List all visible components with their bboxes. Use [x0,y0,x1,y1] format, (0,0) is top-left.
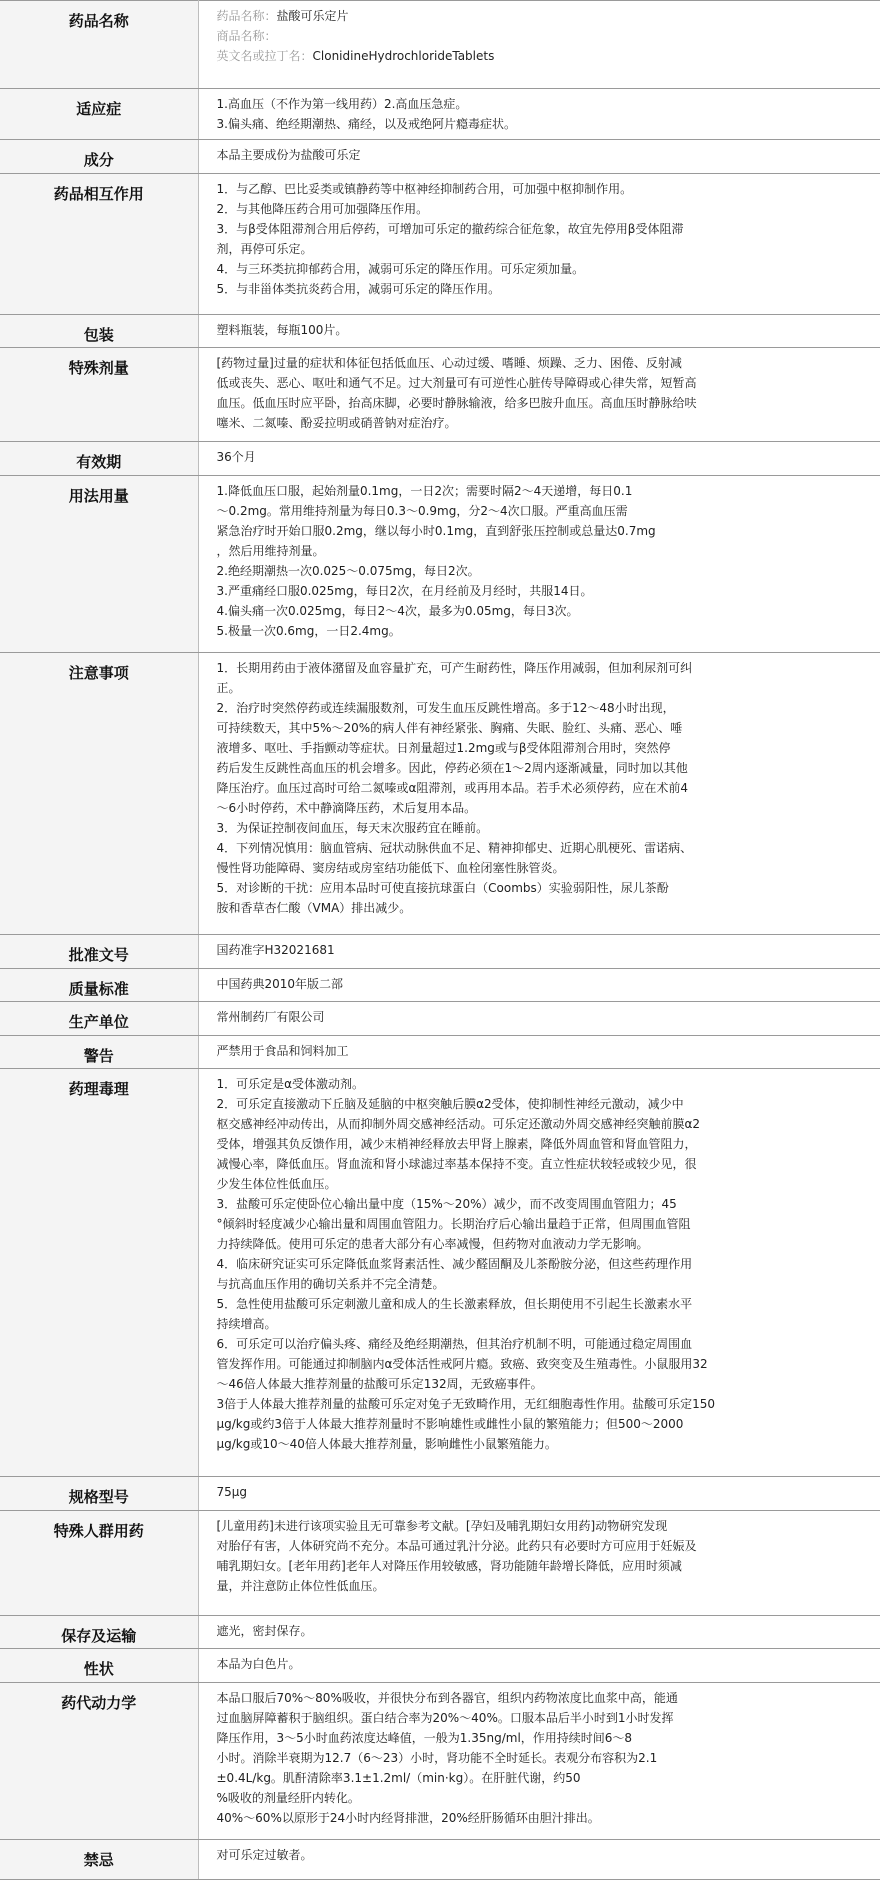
row-value [198,653,880,935]
value-line: 4.偏头痛一次0.025mg，每日2～4次，最多为0.05mg，每日3次。 [216,603,579,618]
row-label: 规格型号 [0,1477,198,1511]
value-line: 少发生体位性低血压。 [216,1177,337,1192]
info-row [0,1649,880,1683]
value-line: 管发挥作用。可能通过抑制脑内α受体活性戒阿片瘾。致癌、致突变及生殖毒性。小鼠服用32 [216,1357,708,1372]
row-value [198,475,880,652]
info-row [0,442,880,476]
value-line: 与抗高血压作用的确切关系并不完全清楚。 [216,1277,445,1292]
value-line: 可持续数天，其中5%～20%的病人伴有神经紧张、胸痛、失眠、脸红、头痛、恶心、唾 [216,721,683,736]
row-value [198,1615,880,1649]
row-value [198,89,880,140]
row-value [198,442,880,476]
value-line: 1．与乙醇、巴比妥类或镇静药等中枢神经抑制药合用，可加强中枢抑制作用。 [216,182,633,196]
row-label: 特殊剂量 [0,348,198,442]
value-line: 受体，增强其负反馈作用，减少末梢神经释放去甲肾上腺素，降低外周血管和肾血管阻力， [216,1137,697,1152]
value-line: 对胎仔有害，人体研究尚不充分。本品可通过乳汁分泌。此药只有必要时方可应用于妊娠及 [216,1538,697,1553]
value-line: ～46倍人体最大推荐剂量的盐酸可乐定132周，无致癌事件。 [216,1377,543,1392]
row-value [198,1649,880,1683]
info-row [0,1615,880,1649]
row-value [198,174,880,315]
row-value [198,140,880,174]
row-label: 注意事项 [0,653,198,935]
info-row [0,1002,880,1036]
value-line: 力持续降低。使用可乐定的患者大部分有心率减慢，但药物对血液动力学无影响。 [216,1237,649,1252]
row-label: 批准文号 [0,935,198,969]
value-line: 5．对诊断的干扰：应用本品时可使直接抗球蛋白（Coombs）实验弱阳性，尿儿茶酚 [216,881,669,896]
value-line: 过血脑屏障蓄积于脑组织。蛋白结合率为20%～40%。口服本品后半小时到1小时发挥 [216,1710,674,1725]
value-line: 常州制药厂有限公司 [216,1010,325,1025]
value-line: 降压治疗。血压过高时可给二氮嗪或α阻滞剂，或再用本品。若手术必须停药，应在术前4 [216,781,689,796]
value-line: 本品为白色片。 [216,1657,301,1672]
value-line: 3．与β受体阻滞剂合用后停药，可增加可乐定的撤药综合征危象，故宜先停用β受体阻滞 [216,222,684,236]
value-line: °倾斜时轻度减少心输出量和周围血管阻力。长期治疗后心输出量趋于正常，但周围血管阻 [216,1217,691,1232]
value-line: [药物过量]过量的症状和体征包括低血压、心动过缓、嗜睡、烦躁、乏力、困倦、反射减 [216,356,682,371]
row-label: 警告 [0,1035,198,1069]
row-label: 性状 [0,1649,198,1683]
value-line: 1.降低血压口服，起始剂量0.1mg，一日2次；需要时隔2～4天递增，每日0.1 [216,483,633,498]
value-line [217,6,873,26]
value-line: ±0.4L/kg。肌酐清除率3.1±1.2ml/（min·kg）。在肝脏代谢，约50 [216,1770,581,1785]
value-line: %吸收的剂量经肝内转化。 [216,1790,360,1805]
value-line: 5．与非甾体类抗炎药合用，减弱可乐定的降压作用。 [216,282,501,296]
value-line: 36个月 [216,450,256,465]
row-label: 药品相互作用 [0,174,198,315]
info-row [0,1069,880,1477]
info-row [0,140,880,174]
row-label: 包装 [0,314,198,348]
value-line: 小时。消除半衰期为12.7（6～23）小时，肾功能不全时延长。表观分布容积为2.1 [216,1750,658,1765]
row-value [198,1069,880,1477]
field-text: ClonidineHydrochlorideTablets [312,49,495,63]
info-row [0,1840,880,1880]
row-value [198,1682,880,1839]
info-row [0,1510,880,1615]
value-line: ～0.2mg。常用维持剂量为每日0.3～0.9mg，分2～4次口服。严重高血压需 [216,503,628,518]
value-line: 1.高血压（不作为第一线用药）2.高血压急症。 [216,97,468,112]
info-row [0,968,880,1002]
row-value [198,1510,880,1615]
row-label: 成分 [0,140,198,174]
row-label: 特殊人群用药 [0,1510,198,1615]
value-line: 4．与三环类抗抑郁药合用，减弱可乐定的降压作用。可乐定须加量。 [216,262,585,276]
value-line: 慢性肾功能障碍、窦房结或房室结功能低下、血栓闭塞性脉管炎。 [216,861,565,876]
value-line: 剂，再停可乐定。 [216,242,313,256]
row-value [198,348,880,442]
field-prefix: 英文名或拉丁名： [216,49,313,63]
value-line: 遮光，密封保存。 [216,1623,313,1638]
field-prefix: 商品名称： [216,29,277,43]
row-value [198,1,880,89]
value-line: 噻米、二氮嗪、酚妥拉明或硝普钠对症治疗。 [216,416,457,431]
row-label: 保存及运输 [0,1615,198,1649]
value-line: 本品口服后70%～80%吸收，并很快分布到各器官，组织内药物浓度比血浆中高，能通 [216,1690,678,1705]
row-value [198,935,880,969]
value-line: 6．可乐定可以治疗偏头疼、痛经及绝经期潮热，但其治疗机制不明，可能通过稳定周围血 [216,1337,693,1352]
row-value [198,1840,880,1880]
value-line: 3．为保证控制夜间血压，每天末次服药宜在睡前。 [216,821,489,836]
info-row [0,348,880,442]
row-label: 有效期 [0,442,198,476]
row-label: 适应症 [0,89,198,140]
row-label: 禁忌 [0,1840,198,1880]
info-row [0,314,880,348]
value-line: 胺和香草杏仁酸（VMA）排出减少。 [216,901,412,916]
value-line: μg/kg或10～40倍人体最大推荐剂量，影响雌性小鼠繁殖能力。 [216,1437,557,1452]
value-line [217,46,873,66]
value-line: 1．可乐定是α受体激动剂。 [216,1077,365,1092]
info-row [0,475,880,652]
value-line: 本品主要成份为盐酸可乐定 [216,148,361,163]
row-value [198,314,880,348]
info-row [0,1477,880,1511]
info-row [0,935,880,969]
value-line: 国药准字H32021681 [216,943,335,958]
info-row [0,1682,880,1839]
info-row [0,653,880,935]
value-line: 对可乐定过敏者。 [216,1848,313,1863]
row-value [198,1002,880,1036]
value-line: 3倍于人体最大推荐剂量的盐酸可乐定对兔子无致畸作用，无红细胞毒性作用。盐酸可乐定150 [216,1397,716,1412]
value-line: 减慢心率，降低血压。肾血流和肾小球滤过率基本保持不变。直立性症状较轻或较少见，很 [216,1157,697,1172]
row-label: 药代动力学 [0,1682,198,1839]
value-line: 2．可乐定直接激动下丘脑及延脑的中枢突触后膜α2受体，使抑制性神经元激动，减少中 [216,1097,684,1112]
value-line: 1．长期用药由于液体潴留及血容量扩充，可产生耐药性，降压作用减弱，但加利尿剂可纠 [216,661,693,676]
row-label: 生产单位 [0,1002,198,1036]
value-line: 4．临床研究证实可乐定降低血浆肾素活性、减少醛固酮及儿茶酚胺分泌，但这些药理作用 [216,1257,693,1272]
info-row [0,1,880,89]
value-line [217,26,873,46]
info-row [0,174,880,315]
value-line: 正。 [216,681,241,696]
value-line: 40%～60%以原形于24小时内经肾排泄，20%经肝肠循环由胆汁排出。 [216,1810,600,1825]
field-prefix: 药品名称： [216,9,277,23]
field-text: 盐酸可乐定片 [276,9,349,23]
value-line: 低或丧失、恶心、呕吐和通气不足。过大剂量可有可逆性心脏传导障碍或心律失常，短暂高 [216,376,697,391]
value-line: 3．盐酸可乐定使卧位心输出量中度（15%～20%）减少，而不改变周围血管阻力；45 [216,1197,677,1212]
info-row [0,1035,880,1069]
value-line: 75μg [216,1485,248,1500]
value-line: ～6小时停药，术中静滴降压药，术后复用本品。 [216,801,477,816]
value-line: [儿童用药]未进行该项实验且无可靠参考文献。[孕妇及哺乳期妇女用药]动物研究发现 [216,1518,668,1533]
value-line: 2．与其他降压药合用可加强降压作用。 [216,202,429,216]
value-line: 药后发生反跳性高血压的机会增多。因此，停药必须在1～2周内逐渐减量，同时加以其他 [216,761,688,776]
value-line: 降压作用，3～5小时血药浓度达峰值，一般为1.35ng/ml，作用持续时间6～8 [216,1730,633,1745]
value-line: 2.绝经期潮热一次0.025～0.075mg，每日2次。 [216,563,480,578]
value-line: 3.偏头痛、绝经期潮热、痛经，以及戒绝阿片瘾毒症状。 [216,117,516,132]
value-line: 2．治疗时突然停药或连续漏服数剂，可发生血压反跳性增高。多于12～48小时出现， [216,701,675,716]
value-line: ，然后用维持剂量。 [216,543,325,558]
value-line: 紧急治疗时开始口服0.2mg，继以每小时0.1mg，直到舒张压控制或总量达0.7mg [216,523,656,538]
row-value [198,968,880,1002]
value-line: 严禁用于食品和饲料加工 [216,1043,349,1058]
row-label: 质量标准 [0,968,198,1002]
value-line: 4．下列情况慎用：脑血管病、冠状动脉供血不足、精神抑郁史、近期心肌梗死、雷诺病、 [216,841,693,856]
value-line: 液增多、呕吐、手指颤动等症状。日剂量超过1.2mg或与β受体阻滞剂合用时，突然停 [216,741,671,756]
row-label: 药品名称 [0,1,198,89]
row-value [198,1035,880,1069]
value-line: 5．急性使用盐酸可乐定刺激儿童和成人的生长激素释放，但长期使用不引起生长激素水平 [216,1297,693,1312]
value-line: 量，并注意防止体位性低血压。 [216,1578,385,1593]
value-line: 持续增高。 [216,1317,277,1332]
value-line: μg/kg或约3倍于人体最大推荐剂量时不影响雄性或雌性小鼠的繁殖能力；但500～2000 [216,1417,684,1432]
value-line: 3.严重痛经口服0.025mg，每日2次，在月经前及月经时，共服14日。 [216,583,593,598]
row-label: 药理毒理 [0,1069,198,1477]
row-label: 用法用量 [0,475,198,652]
value-line: 塑料瓶装，每瓶100片。 [216,322,348,337]
row-value [198,1477,880,1511]
value-line: 枢交感神经冲动传出，从而抑制外周交感神经活动。可乐定还激动外周交感神经突触前膜α2 [216,1117,701,1132]
drug-info-body [0,1,880,1880]
info-row [0,89,880,140]
value-line: 中国药典2010年版二部 [216,976,344,991]
value-line: 哺乳期妇女。[老年用药]老年人对降压作用较敏感，肾功能随年龄增长降低，应用时须减 [216,1558,682,1573]
value-line: 血压。低血压时应平卧，抬高床脚，必要时静脉输液，给多巴胺升血压。高血压时静脉给呋 [216,396,697,411]
value-line: 5.极量一次0.6mg，一日2.4mg。 [216,623,401,638]
